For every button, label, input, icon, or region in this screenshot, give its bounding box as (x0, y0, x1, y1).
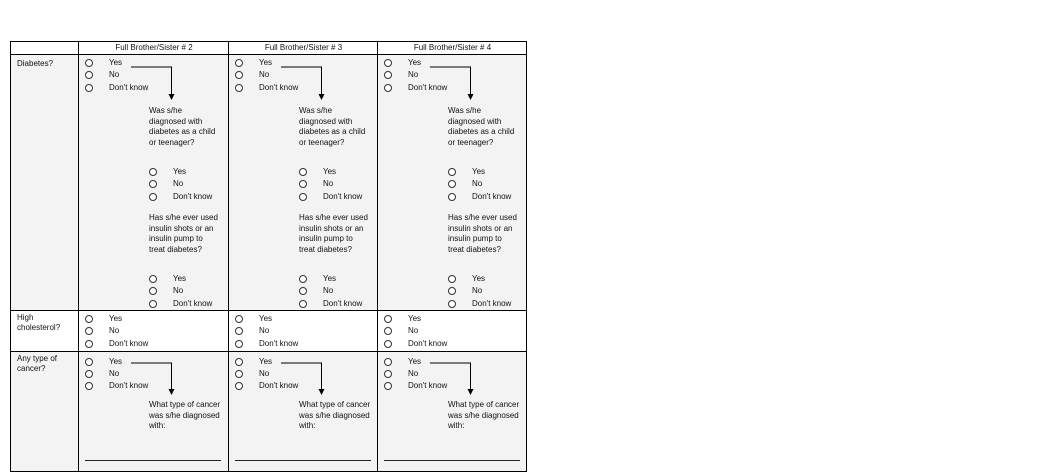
option-label: Don't know (109, 338, 149, 348)
option-label: Don't know (109, 82, 149, 92)
sibling-3-cholesterol-option-no[interactable] (235, 326, 345, 337)
radio-button[interactable] (448, 168, 456, 176)
option-label: Yes (408, 357, 422, 366)
grid-line (10, 310, 527, 311)
radio-button[interactable] (235, 71, 243, 79)
sibling-3-diabetes-child-question: Was s/he diagnosed with diabetes as a child or teenager? (299, 106, 366, 147)
radio-button[interactable] (85, 382, 93, 390)
radio-button[interactable] (149, 287, 157, 295)
sibling-4-cancer-type-input[interactable] (384, 460, 520, 461)
radio-button[interactable] (299, 275, 307, 283)
radio-button[interactable] (384, 84, 392, 92)
sibling-2-cancer-followup-arrow (131, 362, 179, 397)
grid-line (526, 41, 527, 472)
sibling-2-diabetes-child-option-no[interactable] (149, 179, 259, 190)
sibling-3-cholesterol-option-yes[interactable] (235, 314, 345, 325)
grid-line (10, 41, 527, 42)
option-label: Yes (259, 58, 273, 67)
option-label: No (408, 326, 419, 336)
option-label: Don't know (408, 380, 448, 390)
radio-button[interactable] (235, 315, 243, 323)
sibling-4-cholesterol-option-no[interactable] (384, 326, 494, 337)
option-label: Don't know (408, 338, 448, 348)
radio-button[interactable] (85, 358, 93, 366)
radio-button[interactable] (85, 340, 93, 348)
sibling-3-diabetes-child-option-yes[interactable] (299, 167, 409, 178)
sibling-2-diabetes-child-question: Was s/he diagnosed with diabetes as a child or teenager? (149, 106, 216, 147)
option-label: No (259, 368, 270, 378)
option-label: Don't know (259, 82, 299, 92)
radio-button[interactable] (384, 370, 392, 378)
option-label: Yes (408, 314, 422, 323)
option-label: No (472, 179, 483, 189)
sibling-2-cancer-type-question: What type of cancer was s/he diagnosed with: (149, 400, 221, 430)
option-label: No (408, 368, 419, 378)
option-label: Yes (408, 58, 422, 67)
sibling-4-diabetes-followup-arrow (430, 66, 478, 102)
sibling-4-diabetes-child-option-dont-know[interactable] (448, 192, 558, 203)
sibling-4-diabetes-insulin-option-dont-know[interactable] (448, 299, 558, 310)
option-label: Yes (109, 357, 123, 366)
grid-line (10, 54, 527, 55)
option-label: Don't know (408, 82, 448, 92)
sibling-3-diabetes-insulin-option-dont-know[interactable] (299, 299, 409, 310)
radio-button[interactable] (384, 327, 392, 335)
option-label: No (109, 368, 120, 378)
grid-line (377, 41, 378, 472)
option-label: No (472, 286, 483, 296)
sibling-4-diabetes-child-question: Was s/he diagnosed with diabetes as a child or teenager? (448, 106, 515, 147)
option-label: Yes (109, 58, 123, 67)
sibling-3-diabetes-insulin-option-no[interactable] (299, 286, 409, 297)
sibling-3-diabetes-followup-arrow (281, 66, 329, 102)
option-label: No (408, 70, 419, 80)
sibling-3-diabetes-child-option-no[interactable] (299, 179, 409, 190)
option-label: Don't know (173, 191, 213, 201)
radio-button[interactable] (85, 315, 93, 323)
sibling-3-diabetes-insulin-option-yes[interactable] (299, 274, 409, 285)
option-label: Yes (472, 167, 486, 176)
option-label: No (323, 179, 334, 189)
radio-button[interactable] (149, 300, 157, 308)
option-label: Yes (323, 167, 337, 176)
option-label: Yes (173, 274, 187, 283)
radio-button[interactable] (299, 193, 307, 201)
radio-button[interactable] (299, 168, 307, 176)
option-label: Don't know (472, 191, 512, 201)
grid-line (10, 471, 527, 472)
radio-button[interactable] (384, 315, 392, 323)
option-label: No (259, 326, 270, 336)
option-label: No (109, 70, 120, 80)
radio-button[interactable] (149, 180, 157, 188)
radio-button[interactable] (384, 71, 392, 79)
radio-button[interactable] (149, 275, 157, 283)
radio-button[interactable] (149, 193, 157, 201)
radio-button[interactable] (235, 358, 243, 366)
sibling-2-diabetes-insulin-question: Has s/he ever used insulin shots or an insulin pump to treat diabetes? (149, 213, 218, 254)
option-label: Don't know (323, 191, 363, 201)
row-label-diabetes: Diabetes? (10, 54, 79, 311)
radio-button[interactable] (384, 59, 392, 67)
sibling-3-diabetes-child-option-dont-know[interactable] (299, 192, 409, 203)
sibling-2-cholesterol-option-no[interactable] (85, 326, 195, 337)
sibling-2-cholesterol-option-dont-know[interactable] (85, 339, 195, 350)
radio-button[interactable] (299, 287, 307, 295)
radio-button[interactable] (235, 84, 243, 92)
radio-button[interactable] (85, 84, 93, 92)
sibling-3-cancer-followup-arrow (281, 362, 329, 397)
grid-line (78, 41, 79, 472)
sibling-4-cholesterol-option-yes[interactable] (384, 314, 494, 325)
grid-line (10, 351, 527, 352)
family-history-table (10, 41, 527, 472)
radio-button[interactable] (448, 287, 456, 295)
radio-button[interactable] (85, 370, 93, 378)
radio-button[interactable] (235, 370, 243, 378)
option-label: Don't know (259, 338, 299, 348)
radio-button[interactable] (448, 193, 456, 201)
radio-button[interactable] (384, 358, 392, 366)
option-label: No (323, 286, 334, 296)
sibling-2-diabetes-insulin-option-dont-know[interactable] (149, 299, 259, 310)
sibling-4-cholesterol-option-dont-know[interactable] (384, 339, 494, 350)
sibling-3-diabetes-insulin-question: Has s/he ever used insulin shots or an insulin pump to treat diabetes? (299, 213, 368, 254)
radio-button[interactable] (149, 168, 157, 176)
sibling-4-cancer-followup-arrow (430, 362, 478, 397)
radio-button[interactable] (448, 275, 456, 283)
sibling-2-diabetes-child-option-dont-know[interactable] (149, 192, 259, 203)
sibling-3-cancer-type-input[interactable] (235, 460, 371, 461)
option-label: Yes (259, 314, 273, 323)
sibling-3-cancer-type-question: What type of cancer was s/he diagnosed with: (299, 400, 371, 430)
sibling-4-cancer-type-question: What type of cancer was s/he diagnosed with: (448, 400, 520, 430)
radio-button[interactable] (85, 71, 93, 79)
radio-button[interactable] (235, 340, 243, 348)
radio-button[interactable] (448, 180, 456, 188)
row-label-high-cholesterol: High cholesterol? (10, 311, 79, 352)
sibling-3-cholesterol-option-dont-know[interactable] (235, 339, 345, 350)
option-label: No (259, 70, 270, 80)
header-sibling-4: Full Brother/Sister # 4 (378, 41, 527, 54)
sibling-2-diabetes-insulin-option-yes[interactable] (149, 274, 259, 285)
option-label: Yes (109, 314, 123, 323)
sibling-4-diabetes-insulin-question: Has s/he ever used insulin shots or an insulin pump to treat diabetes? (448, 213, 517, 254)
option-label: No (173, 286, 184, 296)
header-sibling-3: Full Brother/Sister # 3 (229, 41, 378, 54)
radio-button[interactable] (85, 327, 93, 335)
sibling-2-cholesterol-option-yes[interactable] (85, 314, 195, 325)
radio-button[interactable] (299, 180, 307, 188)
sibling-4-diabetes-child-option-no[interactable] (448, 179, 558, 190)
row-label-cancer: Any type of cancer? (10, 352, 79, 472)
header-sibling-2: Full Brother/Sister # 2 (79, 41, 229, 54)
option-label: Yes (472, 274, 486, 283)
sibling-4-diabetes-insulin-option-yes[interactable] (448, 274, 558, 285)
option-label: Yes (259, 357, 273, 366)
radio-button[interactable] (85, 59, 93, 67)
option-label: Don't know (259, 380, 299, 390)
option-label: No (109, 326, 120, 336)
radio-button[interactable] (299, 300, 307, 308)
radio-button[interactable] (448, 300, 456, 308)
sibling-2-diabetes-followup-arrow (131, 66, 179, 102)
grid-line (10, 41, 11, 472)
sibling-2-cancer-type-input[interactable] (85, 460, 221, 461)
header-corner-cell (10, 41, 79, 54)
sibling-2-diabetes-child-option-yes[interactable] (149, 167, 259, 178)
option-label: Don't know (173, 298, 213, 308)
option-label: Don't know (109, 380, 149, 390)
sibling-4-diabetes-child-option-yes[interactable] (448, 167, 558, 178)
radio-button[interactable] (235, 59, 243, 67)
grid-line (228, 41, 229, 472)
option-label: Don't know (323, 298, 363, 308)
option-label: Yes (173, 167, 187, 176)
radio-button[interactable] (384, 340, 392, 348)
radio-button[interactable] (235, 327, 243, 335)
option-label: Don't know (472, 298, 512, 308)
radio-button[interactable] (235, 382, 243, 390)
option-label: No (173, 179, 184, 189)
sibling-2-diabetes-insulin-option-no[interactable] (149, 286, 259, 297)
sibling-4-diabetes-insulin-option-no[interactable] (448, 286, 558, 297)
radio-button[interactable] (384, 382, 392, 390)
option-label: Yes (323, 274, 337, 283)
